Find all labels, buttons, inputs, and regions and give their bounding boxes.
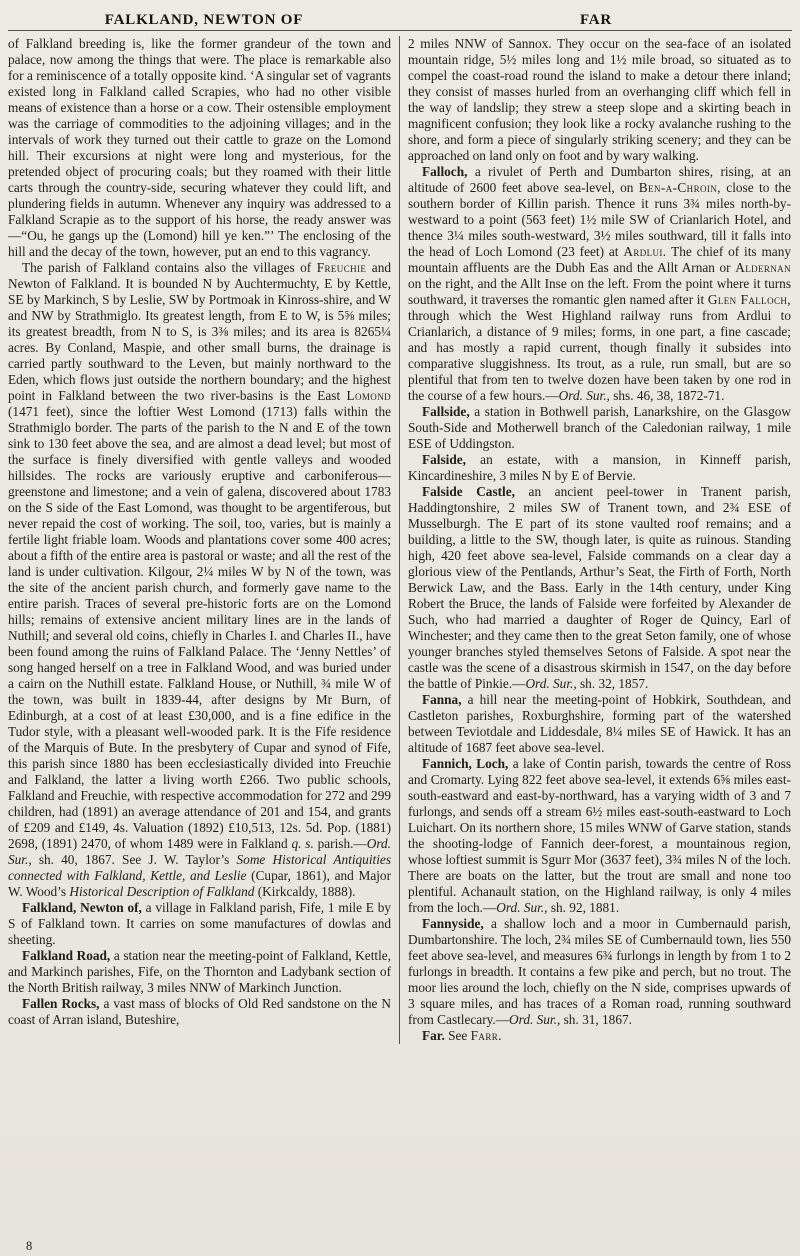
body-text: and Newton of Falkland. It is bounded N by Auchtermuchty, E by Kettle, SE by Markinch, S by Leslie, SW by Portmoak in Kinross-shire, and W and NW by Strathmiglo. Its greatest length, from E to W, is 5⅝ miles; its greatest breadth, from N to S, is 3⅜ miles; and its area is 8265¼ acres. By Conland, Maspie, and other small burns, the drainage is carried partly southward to the Leven, but mainly northward to the Eden, which flows just outside the northern boundary; and the highest point in Falkland between the two river-basins is the East: [8, 260, 391, 403]
body-text: a shallow loch and a moor in Cumbernauld parish, Dumbartonshire. The loch, 2¾ miles SE of Cumbernauld town, lies 550 feet above sea-level, and measures 6¾ furlongs in length by from 1 to 2 furlongs in breadth. It contains a few pike and perch, but no trout. The moor lies around the loch, chiefly on the N side, comprises upwards of 3 square miles, and has traces of a Roman road, running southward from Castlecary.—: [408, 916, 791, 1027]
entry-fannich-loch: [408, 756, 791, 916]
body-text: The parish of Falkland contains also the villages of: [22, 260, 317, 275]
body-text: (1471 feet), since the loftier West Lomond (1713) falls within the Strathmiglo border. The parts of the parish to the N and E of the town sink to 130 feet above the sea, and are almost a dead level; but most of the surface is finely diversified with gentle valleys and wooded hillsides. The rocks are variously eruptive and carboniferous—greenstone and limestone; and a vein of galena, discovered about 1783 on the S side of the East Lomond, was thought to be argentiferous, but never repaid the cost of working. The soil, too, varies, but is mainly a fertile light friable loam. Woods and plantations cover some 400 acres; about a fifth of the entire area is pastoral or waste; and all the rest of the land is under cultivation. Kilgour, 2¼ miles W by N of the town, was the site of the ancient parish church, and formerly gave name to the entire parish. Traces of several pre-historic forts are on the Lomond hills; remains of extensive ancient military lines are in the lands of Nuthill; and several old coins, chiefly in Charles I. and Charles II., have been found among the ruins of Falkland Palace. The ‘Jenny Nettles’ of song hanged herself on a tree in Falkland Wood, and was buried under a cairn on the Nuthill estate. Falkland House, or Nuthill, ¾ mile W of the town, was built in 1839-44, after designs by Mr Burn, of Edinburgh, at a cost of at least £30,000, and is a fine edifice in the Tudor style, with a pleasant well-wooded park. It is the Fife residence of the Marquis of Bute. In the presbytery of Cupar and synod of Fife, this parish since 1880 has been ecclesiastically divided into Freuchie and Falkland, the latter a living worth £266. Two public schools, Falkland and Freuchie, with respective accommodation for 272 and 299 children, had (1891) an average attendance of 201 and 154, and grants of £209 and £149, 4s. Valuation (1892) £10,513, 12s. 5d. Pop. (1881) 2698, (1891) 2470, of whom 1489 were in Falkland: [8, 404, 391, 851]
entry-falkland-newton-of: [8, 900, 391, 948]
cross-reference-text: Ben-a-Chroin,: [638, 180, 721, 195]
cross-reference-text: Aldernan: [735, 260, 791, 275]
falkland-parish-description: [8, 260, 391, 900]
body-text: a rivulet of Perth and Dumbarton shires, rising, at an altitude of 2600 feet above sea-level, on: [408, 164, 791, 195]
entry-title: Falside,: [422, 452, 466, 467]
running-head-left: FALKLAND, NEWTON OF: [104, 12, 304, 28]
entry-title: Far.: [422, 1028, 445, 1043]
citation-text: Ord. Sur.,: [496, 900, 548, 915]
entry-fallside: [408, 404, 791, 452]
cross-reference-text: Ardlui.: [623, 244, 667, 259]
entry-falloch: [408, 164, 791, 404]
body-text: a station near the meeting-point of Falkland, Kettle, and Markinch parishes, Fife, on the Thornton and Ladybank section of the North British railway, 3 miles NNW of Markinch Junction.: [8, 948, 391, 995]
body-text: a hill near the meeting-point of Hobkirk, Southdean, and Castleton parishes, Roxburghshire, forming part of the watershed between Teviotdale and Liddesdale, 8¼ miles SE of Hawick. It has an altitude of 1687 feet above sea-level.: [408, 692, 791, 755]
body-text: an estate, with a mansion, in Kinneff parish, Kincardineshire, 3 miles N by E of Bervie.: [408, 452, 791, 483]
falkland-continuation: [8, 36, 391, 260]
entry-title: Falside Castle,: [422, 484, 515, 499]
entry-title: Fannyside,: [422, 916, 484, 931]
cross-reference-text: Lomond: [346, 388, 391, 403]
entry-title: Fannich, Loch,: [422, 756, 509, 771]
cross-reference-text: Glen Falloch,: [707, 292, 791, 307]
citation-text: q. s.: [291, 836, 314, 851]
citation-text: Ord. Sur.,: [8, 836, 391, 867]
running-head: [8, 8, 792, 31]
cross-reference-text: Freuchie: [316, 260, 367, 275]
body-text: 2 miles NNW of Sannox. They occur on the sea-face of an isolated mountain ridge, 5½ miles long and 1½ mile broad, so situated as to compel the coast-road round the island to make a detour there inland; they consist of masses hurled from an overhanging cliff which fell in the way of landslip; they strew a steep slope and a skirting beach in magnificent confusion; they look like a rocky avalanche rushing to the shore, and form a piece of singularly striking scenery; and they can be approached on land only on foot and by wary walking.: [408, 36, 791, 163]
entry-falside: [408, 452, 791, 484]
entry-fallen-rocks: [8, 996, 391, 1028]
entry-title: Fallside,: [422, 404, 470, 419]
entry-title: Fanna,: [422, 692, 462, 707]
text-columns: [8, 36, 792, 1044]
body-text: shs. 46, 38, 1872-71.: [609, 388, 725, 403]
body-text: sh. 31, 1867.: [560, 1012, 632, 1027]
body-text: sh. 92, 1881.: [547, 900, 620, 915]
right-column: [400, 36, 791, 1044]
body-text: through which the West Highland railway runs from Ardlui to Crianlarich, a distance of 9 miles; forms, in one part, a fine cascade; and has mostly a rapid current, though finally it subsides into comparative sluggishness. Its trout, as a rule, run small, but are so plentiful that from ten to twelve dozen have been taken by one rod in the course of a few hours.—: [408, 308, 791, 403]
body-text: (Kirkcaldy, 1888).: [254, 884, 356, 899]
entry-title: Fallen Rocks,: [22, 996, 100, 1011]
entry-title: Falloch,: [422, 164, 468, 179]
entry-falside-castle: [408, 484, 791, 692]
entry-title: Falkland Road,: [22, 948, 111, 963]
citation-text: Ord. Sur.,: [509, 1012, 561, 1027]
entry-fannyside: [408, 916, 791, 1028]
body-text: The chief of its many mountain affluents are the Dubh Eas and the Allt Arnan or: [408, 244, 791, 275]
entry-far: [408, 1028, 791, 1044]
body-text: of Falkland breeding is, like the former grandeur of the town and palace, now among the things that were. The place is remarkable also for a reminiscence of a totally opposite kind. ‘A singular set of vagrants existed long in Falkland called Scrapies, who had no other visible means of existence than a horse or a cow. Their ostensible employment was the carriage of commodities to the adjoining villages; and in the intervals of work they turned out their cattle to graze on the Lomond hill. Their excursions at night were long and mysterious, for the pretended object of procuring coals; but they roamed with their little carts through the country-side, securing whatever they could lift, and plundering fields in autumn. Whenever any inquiry was addressed to a Falkland Scrapie as to the support of his horse, the ready answer was—“Ou, he gangs up the (Lomond) hill ye ken.”’ The enclosing of the hill and the decay of the town, however, put an end to this vagrancy.: [8, 36, 391, 259]
entry-fanna: [408, 692, 791, 756]
body-text: sh. 40, 1867. See J. W. Taylor’s: [31, 852, 237, 867]
body-text: (Cupar, 1861), and Major W. Wood’s: [8, 868, 391, 899]
body-text: a station in Bothwell parish, Lanarkshire, on the Glasgow South-Side and Motherwell branch of the Caledonian railway, 1 mile ESE of Uddingston.: [408, 404, 791, 451]
body-text: See: [444, 1028, 471, 1043]
citation-text: Ord. Sur.,: [558, 388, 610, 403]
body-text: on the right, and the Allt Inse on the left. From the point where it turns southward, it traverses the romantic glen named after it: [408, 276, 791, 307]
body-text: close to the southern border of Killin parish. Thence it runs 3¾ miles north-by-westward to a point (563 feet) 1½ mile SW of Crianlarich Hotel, and thence 3¼ miles south-westward, 3½ miles southward, till it falls into the head of Loch Lomond (23 feet) at: [408, 180, 791, 259]
body-text: sh. 32, 1857.: [576, 676, 649, 691]
body-text: a vast mass of blocks of Old Red sandstone on the N coast of Arran island, Buteshire,: [8, 996, 392, 1027]
citation-text: Historical Description of Falkland: [69, 884, 255, 899]
fallen-rocks-continuation: [408, 36, 791, 164]
running-head-right: FAR: [579, 12, 613, 28]
cross-reference-text: Farr.: [470, 1028, 502, 1043]
citation-text: Some Historical Antiquities connected with Falkland, Kettle, and Leslie: [8, 852, 391, 883]
body-text: an ancient peel-tower in Tranent parish, Haddingtonshire, 2 miles SW of Tranent town, and 2¾ ESE of Musselburgh. The E part of its stone vaulted roof remains; and a building, a little to the SW, though later, is quite as ruinous. Standing high, 420 feet above sea-level, Falside commands on a clear day a glorious view of the Pentlands, Arthur’s Seat, the Firth of Forth, North Berwick Law, and the Bass. Early in the 14th century, under King Robert the Bruce, the lands of Falside were forfeited by Alexander de Such, who had married a daughter of Roger de Quincy, Earl of Winchester; and they came then to the great Seton family, one of whose younger branches styled themselves Setons of Falside. A spot near the castle was the scene of a disastrous skirmish in 1547, on the day before the battle of Pinkie.—: [408, 484, 791, 691]
entry-title: Falkland, Newton of,: [22, 900, 142, 915]
citation-text: Ord. Sur.,: [525, 676, 577, 691]
entry-falkland-road: [8, 948, 391, 996]
body-text: a lake of Contin parish, towards the centre of Ross and Cromarty. Lying 822 feet above sea-level, it extends 6⅝ miles east-south-eastward and east-by-northward, has a varying width of 3 and 7 furlongs, and sends off a stream 6½ miles east-south-eastward to Loch Luichart. On its northern shore, 15 miles WNW of Garve station, stands the shooting-lodge of Fannich deer-forest, a mountainous region, whose loftiest summit is Sgurr Mor (3637 feet), 3¾ miles N of the loch. There are boats on the latter, but the trout are small and none too plentiful. Achanault station, on the Highland railway, is only 4 miles from the loch.—: [408, 756, 791, 915]
body-text: a village in Falkland parish, Fife, 1 mile E by S of Falkland town. It carries on some manufactures of dowlas and sheeting.: [8, 900, 391, 947]
left-column: [8, 36, 399, 1044]
body-text: parish.—: [313, 836, 367, 851]
page-number: 8: [26, 1239, 33, 1253]
